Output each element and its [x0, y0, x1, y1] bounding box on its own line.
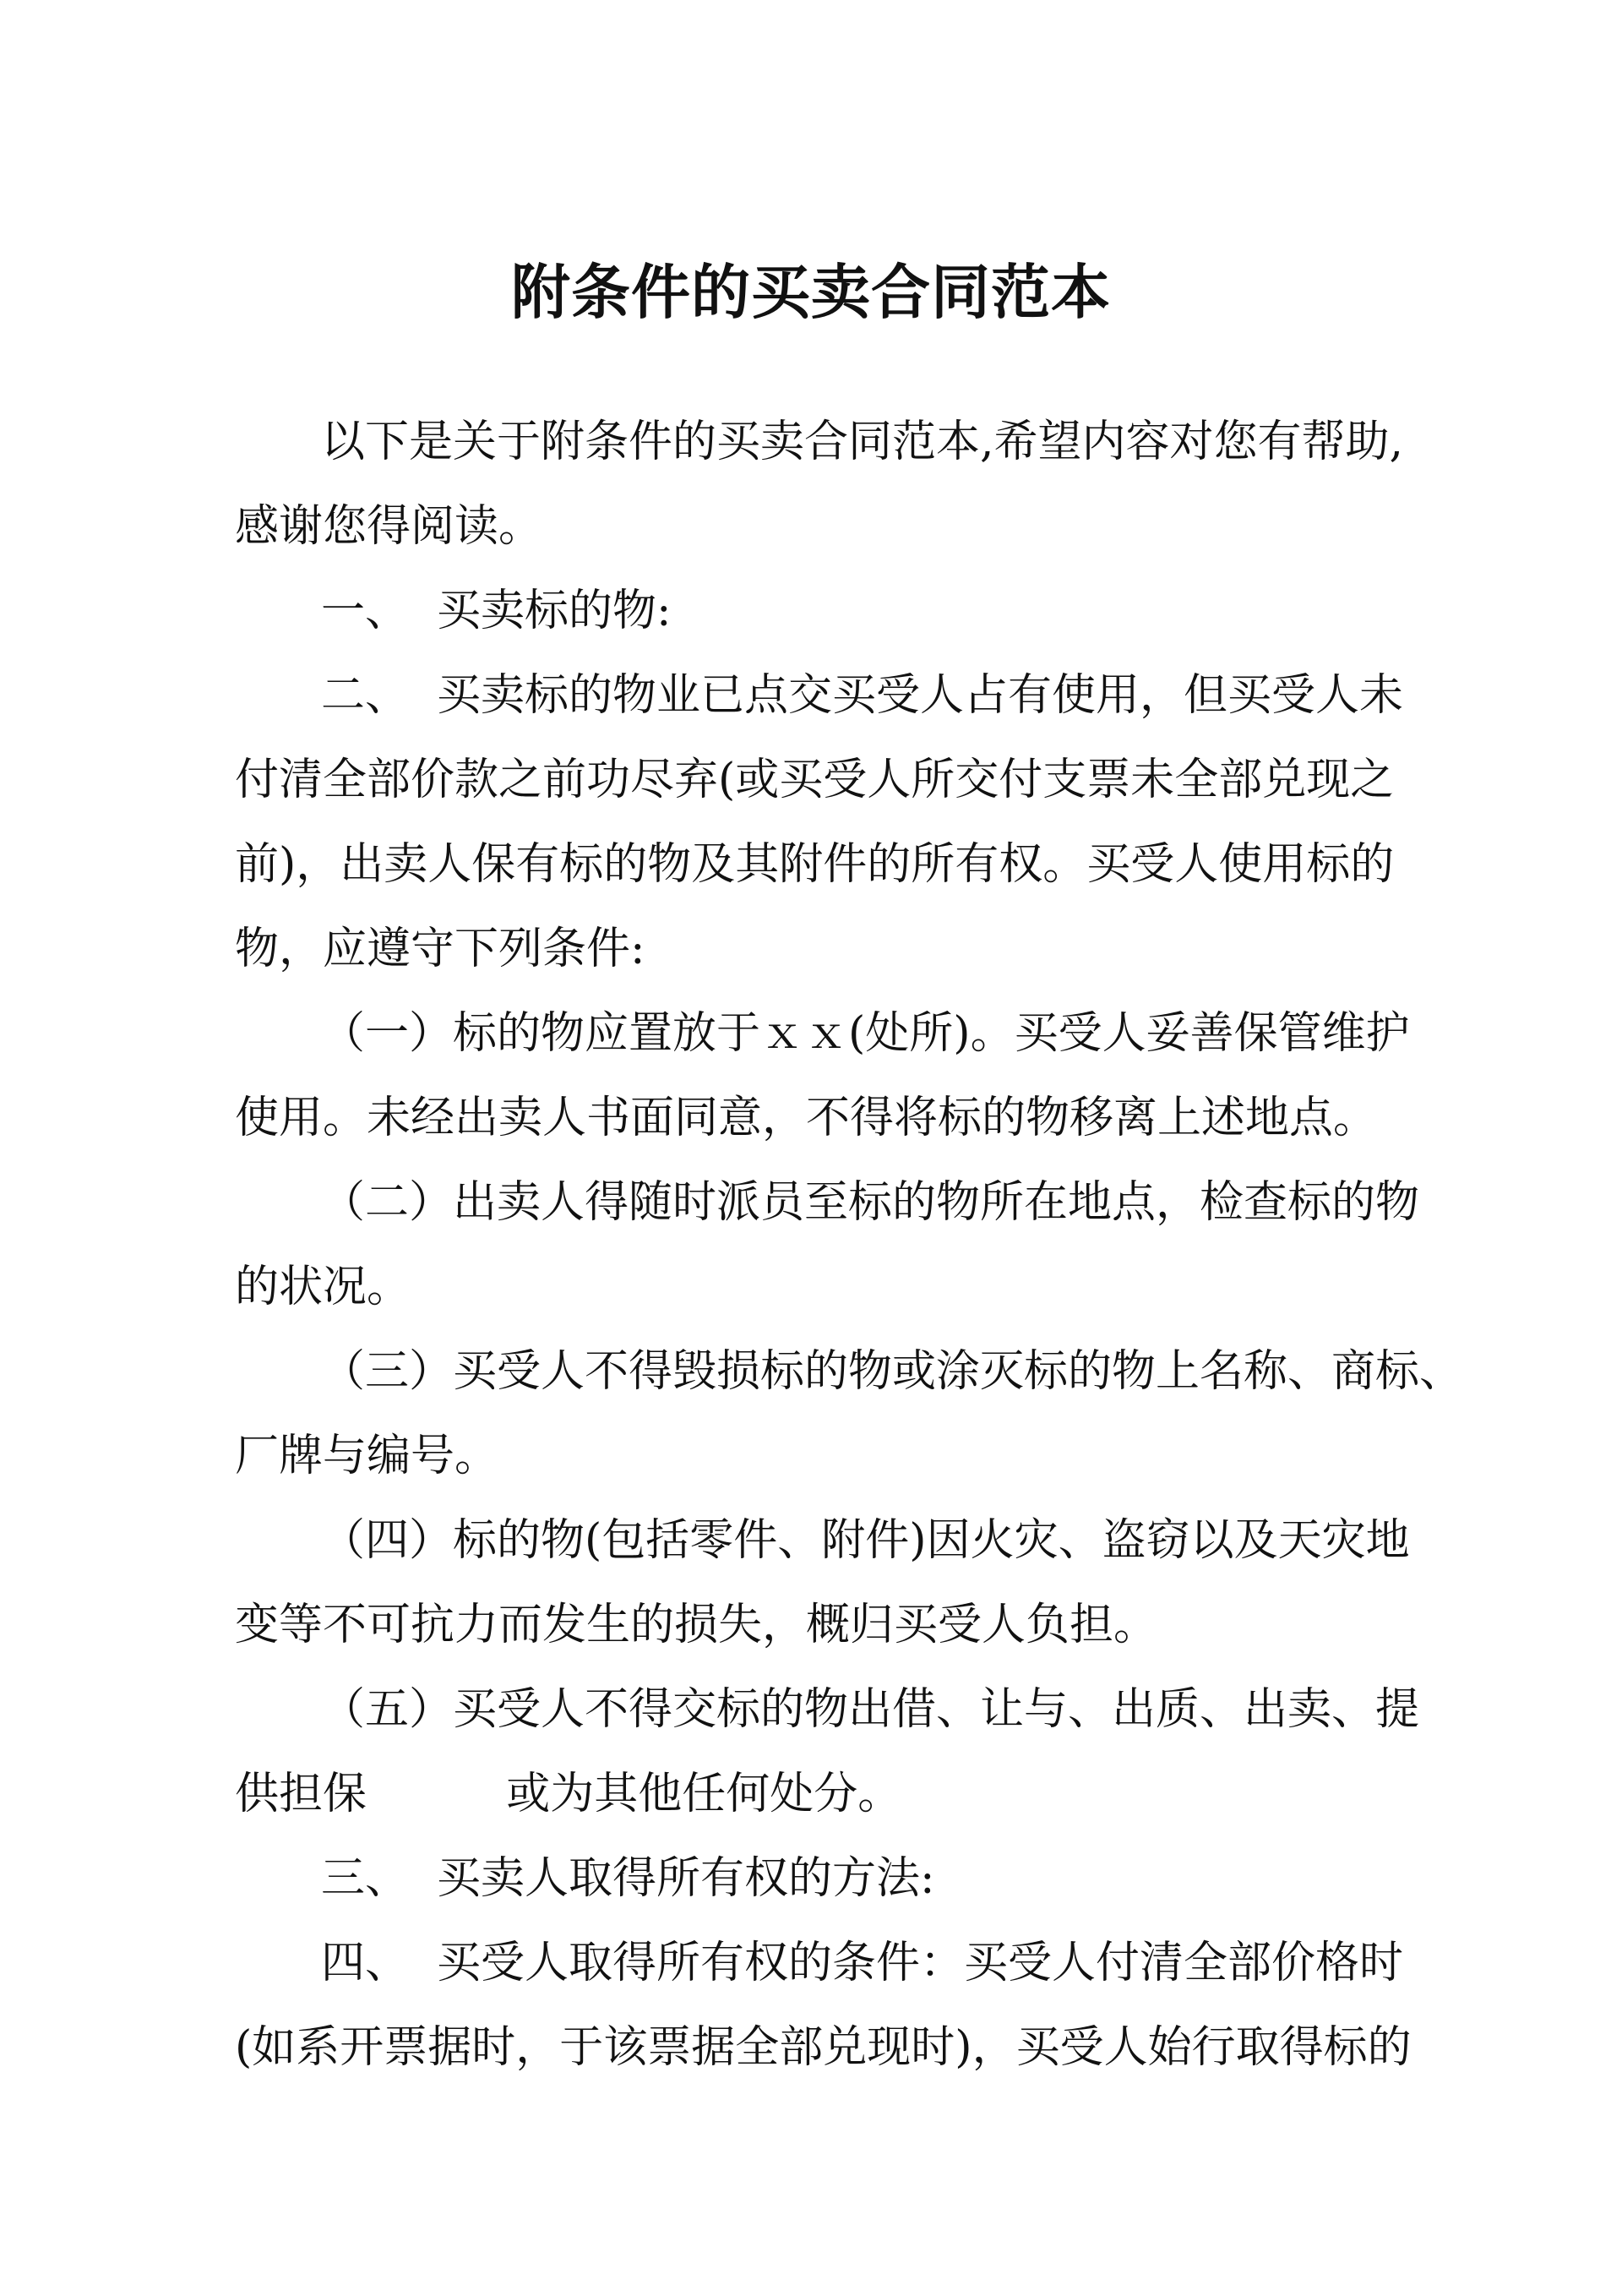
intro-line-2: 感谢您得阅读。 [235, 501, 543, 552]
clause-5-line-1: （五）买受人不得交标的物出借、让与、出质、出卖、提 [321, 1684, 1420, 1735]
section-3-heading: 三、 买卖人取得所有权的方法: [321, 1853, 935, 1904]
section-2-line-1: 二、 买卖标的物业已点交买受人占有使用，但买受人未 [321, 670, 1404, 721]
clause-3-line-2: 厂牌与编号。 [235, 1431, 499, 1481]
section-4-line-1: 四、 买受人取得所有权的条件：买受人付清全部价格时 [321, 1938, 1404, 1988]
section-2-line-3: 前)，出卖人保有标的物及其附件的所有权。买受人使用标的 [235, 839, 1395, 890]
clause-2-line-1: （二）出卖人得随时派员至标的物所在地点，检查标的物 [321, 1177, 1420, 1228]
section-4-line-2: (如系开票据时，于该票据全部兑现时)，买受人始行取得标的 [235, 2022, 1412, 2073]
intro-line-1: 以下是关于附条件的买卖合同范本,希望内容对您有帮助, [321, 417, 1404, 467]
clause-2-line-2: 的状况。 [235, 1262, 411, 1312]
section-2-line-4: 物，应遵守下列条件: [235, 924, 645, 974]
clause-1-line-2: 使用。未经出卖人书面同意，不得将标的物移离上述地点。 [235, 1093, 1378, 1143]
clause-3-line-1: （三）买受人不得毁损标的物或涂灭标的物上名称、商标、 [321, 1346, 1464, 1397]
clause-5-line-2: 供担保 或为其他任何处分。 [235, 1769, 902, 1819]
clause-4-line-1: （四）标的物(包括零件、附件)因火灾、盗窃以及天灾地 [321, 1515, 1410, 1566]
section-2-line-2: 付清全部价款之前功尽弃(或买受人所交付支票未全部兑现之 [235, 755, 1395, 805]
clause-4-line-2: 变等不可抗力而发生的损失，概归买受人负担。 [235, 1600, 1158, 1650]
clause-1-line-1: （一）标的物应置放于ｘｘ(处所)。买受人妥善保管维护 [321, 1008, 1410, 1059]
document-title: 附条件的买卖合同范本 [511, 257, 1111, 327]
section-1-heading: 一、 买卖标的物: [321, 586, 672, 636]
